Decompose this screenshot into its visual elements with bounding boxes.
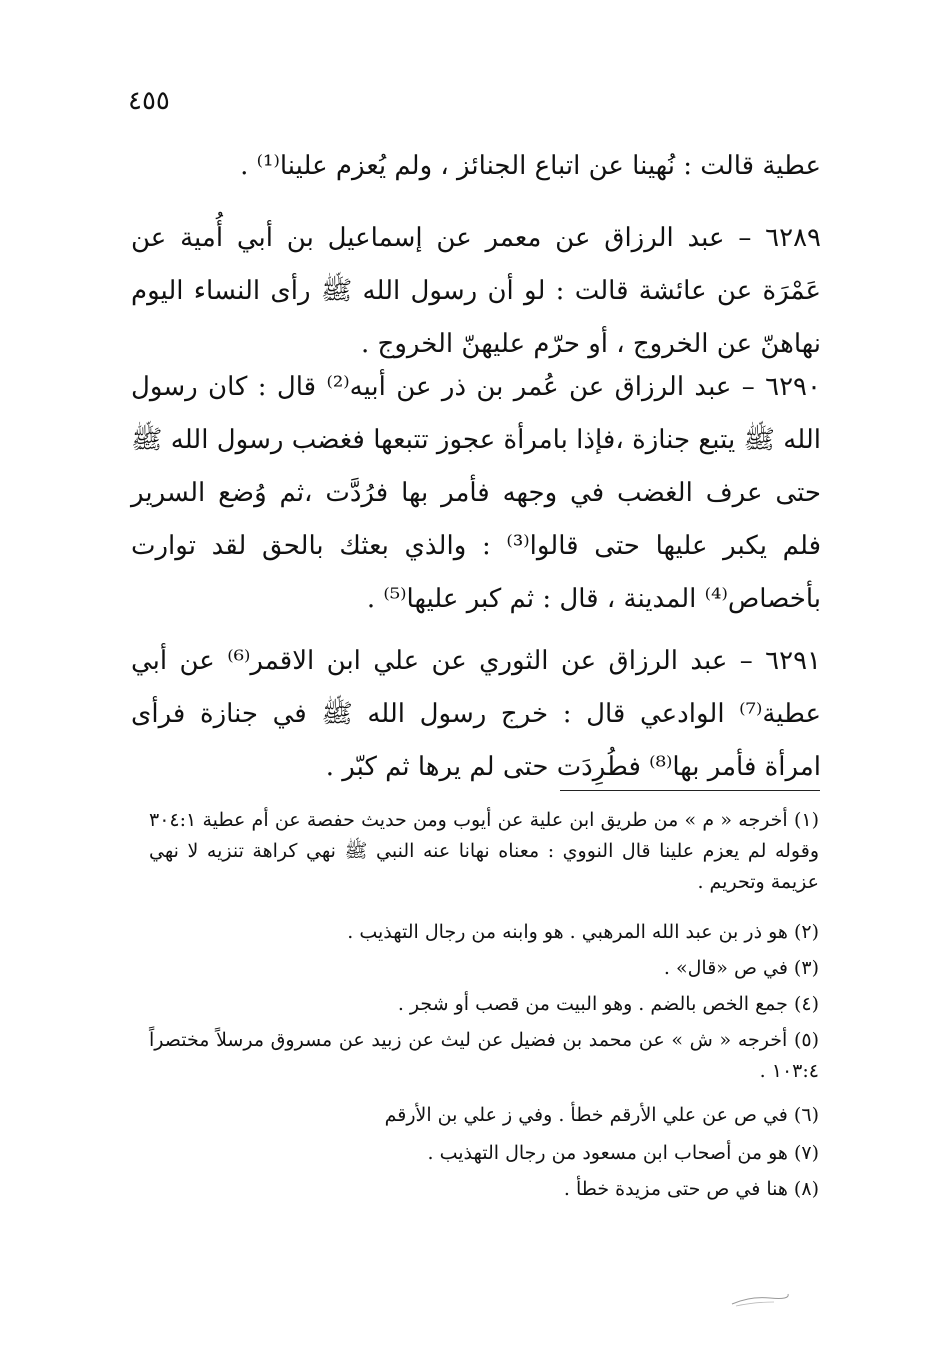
footnote-4: (٤) جمع الخص بالضم . وهو البيت من قصب أو شجر . [397,993,819,1015]
footnote-2: (٢) هو ذر بن عبد الله المرهبي . هو وابنه من رجال التهذيب . [347,921,819,943]
footnote-7: (٧) هو من أصحاب ابن مسعود من رجال التهذيب . [427,1142,819,1164]
hadith-text: ٦٢٩٠ – عبد الرزاق عن عُمر بن ذر عن أبيه⁽²⁾ قال : كان رسول الله ﷺ يتبع جنازة ،فإذا بامرأة عجوز تتبعها فغضب رسول الله ﷺ حتى عرف الغضب في وجهه فأمر بها فرُدَّت ،ثم وُضع السرير فلم يكبر عليها حتى قالوا⁽³⁾ : والذي بعثك بالحق لقد توارت بأخصاص⁽⁴⁾ المدينة ، قال : ثم كبر عليها⁽⁵⁾ . [131,372,821,614]
hadith-6291 [131,635,821,794]
footnote-6: (٦) في ص عن علي الأرقم خطأ . وفي ز علي بن الأرقم [384,1104,819,1126]
hadith-6290 [131,361,821,626]
intro-paragraph [131,140,821,193]
footnote-separator [560,790,820,791]
footnote-3: (٣) في ص «قال» . [663,957,819,979]
hadith-text: ٦٢٨٩ – عبد الرزاق عن معمر عن إسماعيل بن أبي أُمية عن عَمْرَة عن عائشة قالت : لو أن رسول الله ﷺ رأى النساء اليوم نهاهنّ عن الخروج ، أو حرّم عليهنّ الخروج . [131,223,821,359]
pencil-mark [730,1290,790,1310]
footnote-5: (٥) أخرجه « ش » عن محمد بن فضيل عن ليث عن زبيد عن مسروق مرسلاً مختصراً ١٠٣:٤ . [149,1029,819,1082]
hadith-text: ٦٢٩١ – عبد الرزاق عن الثوري عن علي ابن الاقمر⁽⁶⁾ عن أبي عطية⁽⁷⁾ الوادعي قال : خرج رسول الله ﷺ في جنازة فرأى امرأة فأمر بها⁽⁸⁾ فطُرِدَت حتى لم يرها ثم كبّر . [131,646,821,782]
footnote-8: (٨) هنا في ص حتى مزيدة خطأ . [563,1178,819,1200]
hadith-6289 [131,212,821,371]
footnote-1: (١) أخرجه « م » من طريق ابن علية عن أيوب ومن حديث حفصة عن أم عطية ٣٠٤:١ وقوله لم يعزم علينا قال النووي : معناه نهانا عنه النبي ﷺ نهي كراهة تنزيه لا نهي عزيمة وتحريم . [149,809,819,893]
page-number: ٤٥٥ [128,86,170,116]
intro-text: عطية قالت : نُهينا عن اتباع الجنائز ، ولم يُعزم علينا⁽¹⁾ . [240,151,821,181]
